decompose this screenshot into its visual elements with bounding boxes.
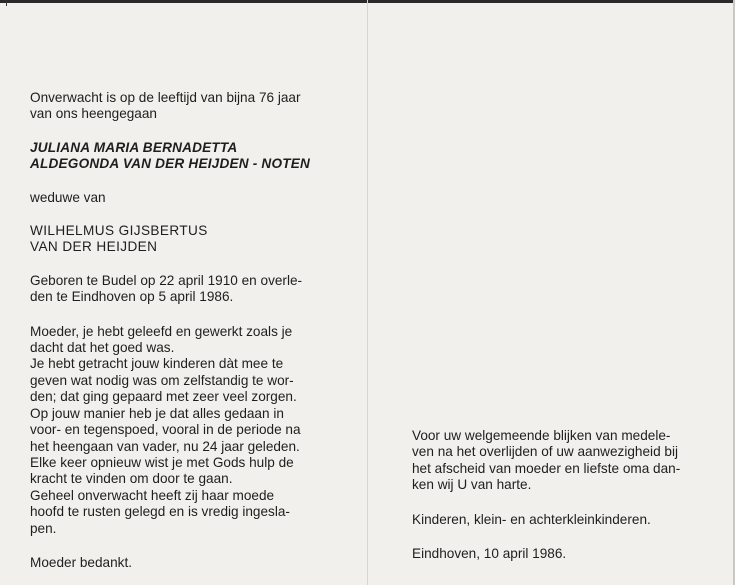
thanks-line: ven na het overlijden of uw aanwezigheid bij: [412, 444, 679, 460]
closing-text: Moeder bedankt.: [30, 554, 133, 570]
poem-line: Geheel onverwacht heeft zij haar moede: [30, 487, 275, 503]
thanks-line: ken wij U van harte.: [412, 477, 532, 493]
family-text: Kinderen, klein- en achterkleinkinderen.: [412, 511, 651, 527]
birth-death-line: Geboren te Budel op 22 april 1910 en overle-: [30, 272, 303, 288]
birth-death-text: [30, 273, 350, 306]
poem-line: kracht te vinden om door te gaan.: [30, 471, 233, 487]
thanks-text: [412, 428, 712, 494]
thanks-line: Voor uw welgemeende blijken van medele-: [412, 428, 671, 443]
birth-death-line: den te Eindhoven op 5 april 1986.: [30, 289, 234, 305]
name-line: JULIANA MARIA BERNADETTA: [30, 139, 238, 155]
poem-line: geven wat nodig was om zelfstandig te wor-: [30, 372, 294, 388]
name-line: ALDEGONDA VAN DER HEIJDEN - NOTEN: [30, 156, 311, 172]
edge-mark: [6, 0, 7, 6]
spouse-name: [30, 223, 350, 256]
poem-line: pen.: [30, 520, 57, 536]
thanks-line: het afscheid van moeder en liefste oma dan-: [412, 460, 681, 476]
fold-line: [367, 0, 368, 585]
spouse-line: WILHELMUS GIJSBERTUS: [30, 223, 208, 239]
poem-line: Moeder, je hebt geleefd en gewerkt zoals je: [30, 323, 293, 339]
poem-line: den; dat ging gepaard met zeer veel zorgen.: [30, 389, 297, 405]
intro-text: [30, 90, 350, 123]
intro-line: van ons heengegaan: [30, 106, 157, 122]
poem-line: voor- en tegenspoed, vooral in de periode na: [30, 422, 301, 438]
widow-of-text: weduwe van: [30, 189, 106, 205]
intro-line: Onverwacht is op de leeftijd van bijna 76 jaar: [30, 90, 301, 105]
right-panel: [412, 428, 712, 562]
deceased-name: [30, 140, 350, 173]
poem-text: [30, 324, 350, 537]
poem-line: het heengaan van vader, nu 24 jaar geleden.: [30, 438, 300, 454]
poem-line: Op jouw manier heb je dat alles gedaan in: [30, 405, 284, 421]
place-date-text: Eindhoven, 10 april 1986.: [412, 546, 567, 562]
spouse-line: VAN DER HEIJDEN: [30, 239, 158, 255]
poem-line: Je hebt getracht jouw kinderen dàt mee te: [30, 356, 284, 372]
poem-line: Elke keer opnieuw wist je met Gods hulp de: [30, 454, 294, 470]
poem-line: dacht dat het goed was.: [30, 340, 175, 356]
left-panel: [30, 90, 350, 571]
poem-line: hoofd te rusten gelegd en is vredig ingesla-: [30, 504, 290, 520]
